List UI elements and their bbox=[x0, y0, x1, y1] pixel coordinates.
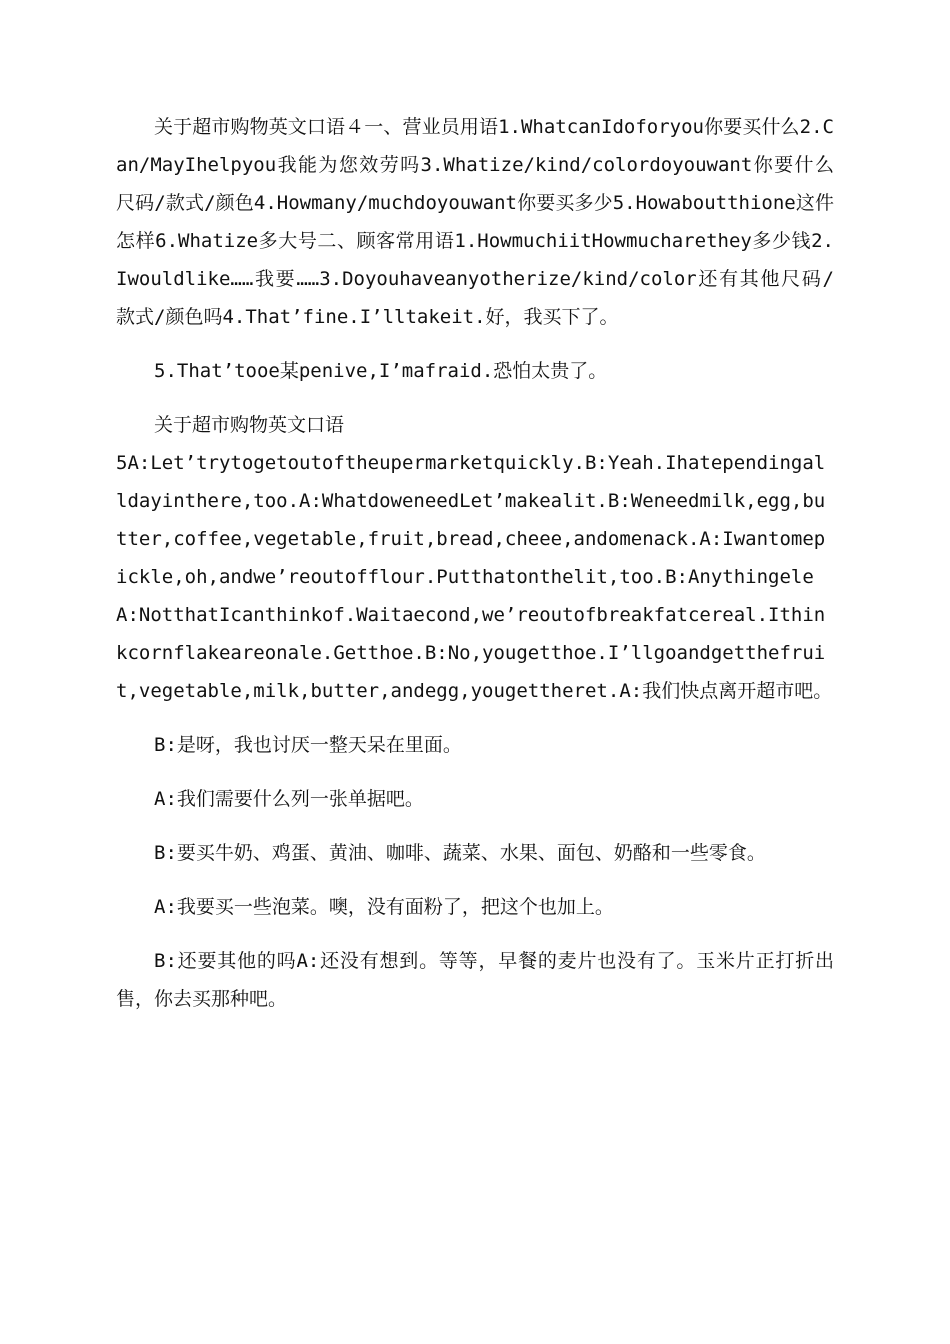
paragraph-too-expensive: 5.That’tooe某penive,I’mafraid.恐怕太贵了。 bbox=[154, 360, 608, 382]
paragraph-english-dialogue: 5A:Let’trytogetoutoftheupermarketquickly.B:Yeah.Ihatependingalldayinthere,too.A:WhatdoweneedLet’makealit.B:Weneedmilk,egg,butter,coffee,vegetable,fruit,bread,cheee,andomenack.A:Iwantomepickle,oh,andwe’reoutofflour.Putthatonthelit,too.B:AnythingeleA:NotthatIcanthinkof.Waitaecond,we’reoutofbreakfatcereal.Ithinkcornflakeareonale.Getthoe.B:No,yougetthoe.I’llgoandgetthefruit,vegetable,milk,butter,andegg,yougettheret.A:我们快点离开超市吧。 bbox=[116, 452, 833, 702]
paragraph-dialogue-line: B:是呀，我也讨厌一整天呆在里面。 bbox=[154, 734, 462, 756]
document-body bbox=[116, 108, 834, 1034]
paragraph-dialogue-line: B:要买牛奶、鸡蛋、黄油、咖啡、蔬菜、水果、面包、奶酪和一些零食。 bbox=[154, 842, 766, 864]
paragraph-dialogue-line: A:我们需要什么列一张单据吧。 bbox=[154, 788, 424, 810]
paragraph-clerk-and-customer-phrases: 关于超市购物英文口语４一、营业员用语1.WhatcanIdoforyou你要买什么2.Can/MayIhelpyou我能为您效劳吗3.Whatize/kind/colordoyouwant你要什么尺码/款式/颜色4.Howmany/muchdoyouwant你要买多少5.Howaboutthione这件怎样6.Whatize多大号二、顾客常用语1.HowmuchiitHowmucharethey多少钱2.Iwouldlike……我要……3.Doyouhaveanyotherize/kind/color还有其他尺码/款式/颜色吗4.That’fine.I’lltakeit.好，我买下了。 bbox=[116, 116, 834, 328]
paragraph-dialogue-line: A:我要买一些泡菜。噢，没有面粉了，把这个也加上。 bbox=[154, 896, 614, 918]
paragraph-dialogue-line: B:还要其他的吗A:还没有想到。等等，早餐的麦片也没有了。玉米片正打折出售，你去买那种吧。 bbox=[116, 950, 834, 1010]
section-heading: 关于超市购物英文口语 bbox=[154, 414, 345, 436]
